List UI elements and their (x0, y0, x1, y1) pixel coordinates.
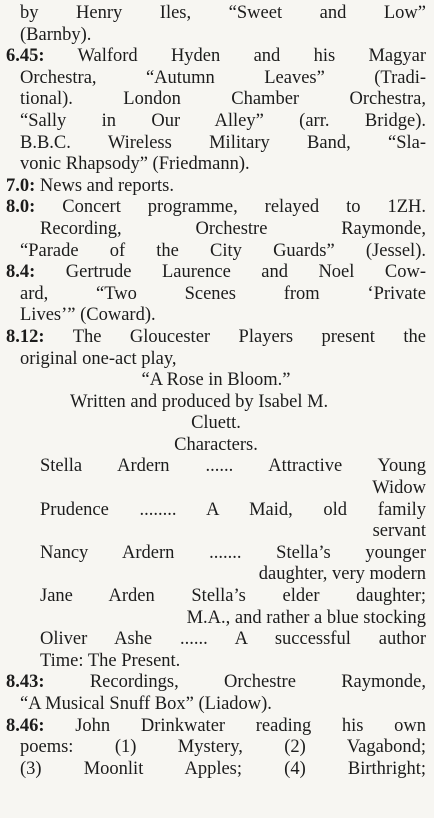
text-line: original one-act play, (20, 348, 177, 369)
text-line: Recording, Orchestre Raymonde, (40, 218, 426, 239)
program-entry-line: 8.12: The Gloucester Players present the (6, 326, 426, 347)
cast-line: Widow (372, 478, 426, 499)
cast-line: servant (372, 521, 426, 542)
text-line: Written and produced by Isabel M. (70, 391, 329, 412)
text-line: (3) Moonlit Apples; (4) Birthright; (20, 758, 426, 779)
cast-line: Nancy Ardern ....... Stella’s younger (40, 542, 426, 563)
program-entry-line: 8.4: Gertrude Laurence and Noel Cow- (6, 262, 426, 283)
text-line: poems: (1) Mystery, (2) Vagabond; (20, 737, 426, 758)
cast-line: daughter, very modern (258, 564, 426, 585)
text-line: ard, “Two Scenes from ‘Private (20, 283, 426, 304)
text-line: Cluett. (191, 413, 241, 434)
time-label: 8.43: (6, 672, 45, 693)
cast-line: Stella Ardern ...... Attractive Young (40, 456, 426, 477)
cast-line: Jane Arden Stella’s elder daughter; (40, 586, 426, 607)
text-line: tional). London Chamber Orchestra, (20, 89, 426, 110)
cast-line: Oliver Ashe ...... A successful author (40, 629, 426, 650)
text-line: (Barnby). (20, 24, 92, 45)
text-line: “Parade of the City Guards” (Jessel). (20, 240, 426, 261)
program-entry-line: 8.0: Concert programme, relayed to 1ZH. (6, 197, 426, 218)
text-line: Orchestra, “Autumn Leaves” (Tradi- (20, 67, 426, 88)
time-label: 8.0: (6, 197, 36, 218)
text-line: “Sally in Our Alley” (arr. Bridge). (20, 110, 426, 131)
time-label: 8.46: (6, 715, 45, 736)
cast-line: M.A., and rather a blue stocking (186, 607, 426, 628)
time-label: 7.0: (6, 175, 36, 196)
time-label: 8.12: (6, 326, 45, 347)
time-label: 6.45: (6, 46, 45, 67)
text-line: B.B.C. Wireless Military Band, “Sla- (20, 132, 426, 153)
play-title: “A Rose in Bloom.” (141, 370, 291, 391)
cast-line: Prudence ........ A Maid, old family (40, 499, 426, 520)
program-entry-line: 8.43: Recordings, Orchestre Raymonde, (6, 672, 426, 693)
text-line: Lives’” (Coward). (20, 305, 156, 326)
time-label: 8.4: (6, 262, 36, 283)
program-entry-line: 7.0: News and reports. (6, 175, 175, 196)
section-heading: Characters. (174, 434, 258, 455)
program-entry-line: 8.46: John Drinkwater reading his own (6, 715, 426, 736)
text-line: vonic Rhapsody” (Friedmann). (20, 154, 250, 175)
text-line: Time: The Present. (40, 650, 181, 671)
text-line: by Henry Iles, “Sweet and Low” (20, 3, 426, 23)
text-line: “A Musical Snuff Box” (Liadow). (20, 694, 272, 714)
program-entry-line: 6.45: Walford Hyden and his Magyar (6, 46, 426, 67)
